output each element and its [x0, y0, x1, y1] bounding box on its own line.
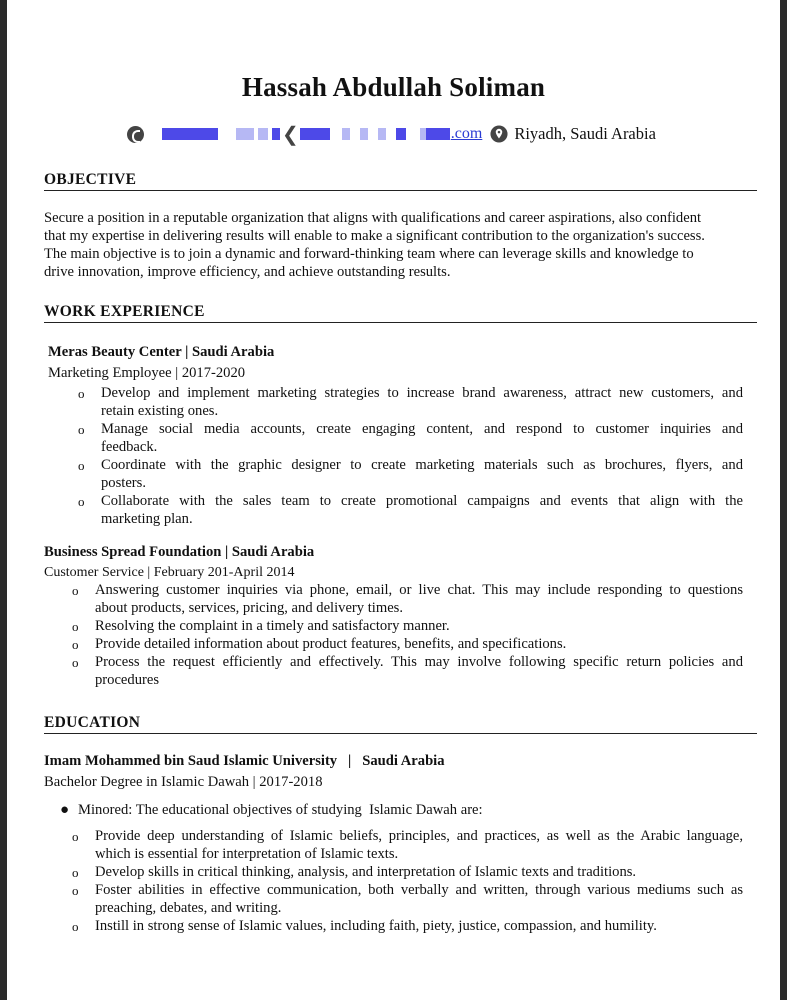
- resume-page: [7, 0, 780, 1000]
- list-item: [72, 582, 743, 618]
- objective-text: [44, 209, 744, 281]
- bullet-text: Develop skills in critical thinking, analysis, and interpretation of Islamic texts and traditions.: [95, 864, 637, 880]
- location-pin-icon: [490, 125, 508, 143]
- education-minored: [60, 802, 750, 822]
- candidate-name: Hassah Abdullah Soliman: [241, 72, 546, 102]
- bullet-marker: ●: [60, 802, 70, 818]
- bullet-marker: o: [72, 829, 79, 844]
- bullet-text: Instill in strong sense of Islamic values, including faith, piety, justice, compassion, and humility.: [95, 918, 657, 934]
- bullet-marker: o: [72, 919, 79, 934]
- redacted-block: [236, 128, 254, 140]
- list-item: [72, 636, 743, 654]
- list-item: [78, 457, 743, 493]
- bullet-marker: o: [72, 865, 79, 880]
- bullet-text: Provide detailed information about product features, benefits, and specifications.: [95, 636, 567, 652]
- redacted-block: [360, 128, 368, 140]
- list-item: [78, 493, 743, 529]
- list-item: [60, 802, 750, 822]
- list-item: [72, 828, 743, 864]
- bullet-text: preaching, debates, and writing.: [95, 899, 282, 916]
- job-bullets: [78, 385, 743, 529]
- bullet-marker: o: [78, 386, 85, 401]
- location-text: Riyadh, Saudi Arabia: [514, 124, 656, 143]
- bullet-text: procedures: [95, 671, 160, 688]
- education-bullets: [72, 828, 743, 936]
- bullet-marker: o: [72, 619, 79, 634]
- job-role: Customer Service | February 201-April 2014: [44, 565, 295, 580]
- phone-icon: [127, 126, 144, 143]
- redacted-block: [272, 128, 280, 140]
- contact-line: [127, 122, 656, 146]
- list-item: [72, 864, 743, 882]
- job-org: Business Spread Foundation | Saudi Arabia: [44, 544, 315, 560]
- objective-heading: OBJECTIVE: [44, 171, 137, 188]
- education-divider: [44, 733, 757, 734]
- bullet-marker: o: [78, 422, 85, 437]
- list-item: [72, 654, 743, 690]
- bullet-text: about products, services, pricing, and delivery times.: [95, 599, 404, 616]
- education-org: Imam Mohammed bin Saud Islamic University | Saudi Arabia: [44, 753, 445, 769]
- redacted-block: [426, 128, 450, 140]
- bullet-text: Collaborate with the sales team to create promotional campaigns and events that align with the: [101, 493, 743, 509]
- bullet-text: Minored: The educational objectives of studying Islamic Dawah are:: [78, 802, 483, 818]
- work-divider: [44, 322, 757, 323]
- objective-divider: [44, 190, 757, 191]
- bullet-text: Answering customer inquiries via phone, email, or live chat. This may include responding to questions: [95, 582, 743, 598]
- bullet-text: marketing plan.: [101, 510, 193, 527]
- education-degree: Bachelor Degree in Islamic Dawah | 2017-2018: [44, 774, 323, 790]
- list-item: [72, 618, 743, 636]
- work-experience-heading: WORK EXPERIENCE: [44, 303, 205, 320]
- bullet-text: posters.: [101, 474, 146, 491]
- education-heading: EDUCATION: [44, 714, 141, 731]
- objective-line: Secure a position in a reputable organization that aligns with qualifications and career aspirations, also confident: [44, 210, 702, 226]
- email-icon: ❮: [282, 123, 299, 146]
- objective-line: that my expertise in delivering results will enable to make a significant contribution to the organization's success.: [44, 228, 705, 244]
- job-bullets: [72, 582, 743, 690]
- objective-line: The main objective is to join a dynamic and forward-thinking team where can leverage skills and knowledge to: [44, 246, 694, 262]
- bullet-text: which is essential for interpretation of Islamic texts.: [95, 845, 399, 862]
- bullet-text: feedback.: [101, 438, 158, 455]
- email-link[interactable]: .com: [450, 125, 483, 142]
- redacted-block: [342, 128, 350, 140]
- bullet-marker: o: [72, 655, 79, 670]
- bullet-marker: o: [78, 458, 85, 473]
- bullet-text: Provide deep understanding of Islamic beliefs, principles, and practices, as well as the Arabic language,: [95, 828, 743, 844]
- bullet-text: Process the request efficiently and effectively. This may involve following specific return policies and: [95, 654, 743, 670]
- bullet-marker: o: [72, 583, 79, 598]
- bullet-text: Develop and implement marketing strategies to increase brand awareness, attract new customers, and: [101, 385, 743, 401]
- bullet-text: Manage social media accounts, create engaging content, and respond to customer inquiries and: [101, 421, 743, 437]
- list-item: [72, 918, 743, 936]
- list-item: [72, 882, 743, 918]
- redacted-block: [378, 128, 386, 140]
- bullet-text: Foster abilities in effective communication, both verbally and written, through various mediums such as: [95, 882, 743, 898]
- redacted-block: [258, 128, 268, 140]
- job-role: Marketing Employee | 2017-2020: [48, 365, 246, 381]
- job-org: Meras Beauty Center | Saudi Arabia: [48, 344, 275, 360]
- redacted-phone: [162, 128, 218, 140]
- bullet-marker: o: [72, 637, 79, 652]
- redacted-email: [300, 128, 330, 140]
- list-item: [78, 421, 743, 457]
- list-item: [78, 385, 743, 421]
- objective-line: drive innovation, improve efficiency, and achieve outstanding results.: [44, 264, 451, 280]
- bullet-marker: o: [78, 494, 85, 509]
- bullet-text: Coordinate with the graphic designer to create marketing materials such as brochures, flyers, and: [101, 457, 743, 473]
- bullet-marker: o: [72, 883, 79, 898]
- bullet-text: retain existing ones.: [101, 402, 219, 419]
- redacted-block: [396, 128, 406, 140]
- bullet-text: Resolving the complaint in a timely and satisfactory manner.: [95, 618, 450, 634]
